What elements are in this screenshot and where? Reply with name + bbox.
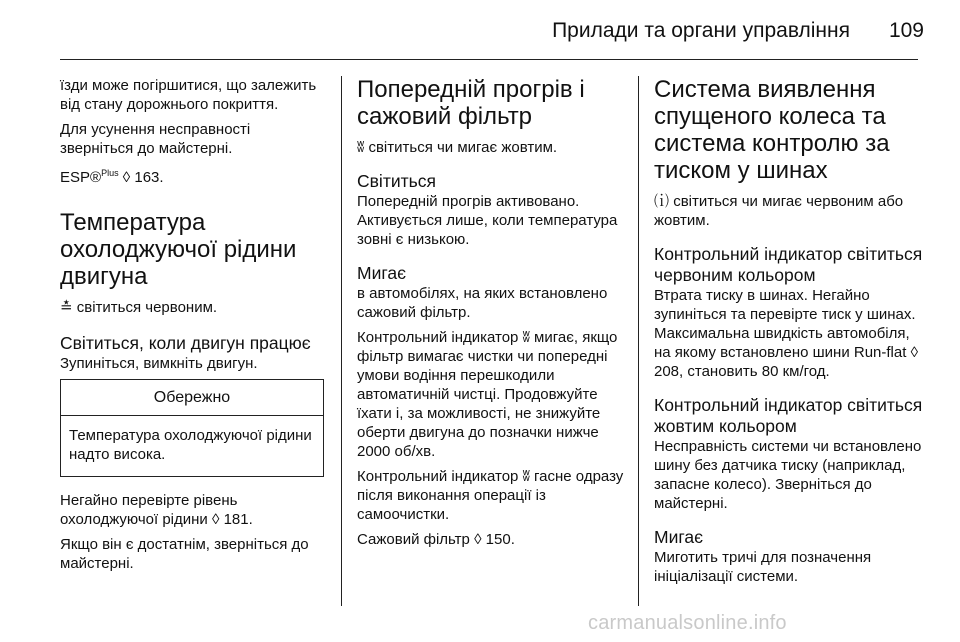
page-number: 109: [888, 19, 924, 42]
column-1: [60, 76, 325, 579]
column-3: [654, 76, 926, 592]
heading-flashes: Мигає: [654, 527, 704, 547]
reference-arrow-icon: ◊: [122, 169, 131, 186]
header-rule: [60, 59, 918, 60]
glow-plug-icon: ʬ: [522, 329, 530, 346]
reference-arrow-icon: ◊: [474, 531, 482, 548]
heading-lit: Світиться: [357, 171, 436, 191]
heading-engine-running: Світиться, коли двигун працює: [60, 333, 311, 353]
caution-box: [60, 379, 324, 477]
paragraph: Для усунення несправності зверніться до майстерні.: [60, 121, 251, 157]
caution-title: Обережно: [61, 380, 323, 416]
column-2: [357, 76, 625, 555]
paragraph: їзди може погіршитися, що залежить від стану дорожнього покриття.: [60, 77, 317, 113]
tpms-indicator-line: ⒤ світиться чи мигає червоним або жовтим.: [654, 193, 904, 229]
column-divider-2: [638, 76, 639, 606]
caution-body: Температура охолоджуючої рідини надто висока.: [69, 427, 312, 463]
section-title: Прилади та органи управління: [552, 19, 850, 42]
column-divider-1: [341, 76, 342, 606]
page-header: [0, 0, 960, 60]
paragraph: Попередній прогрів активовано. Активується лише, коли температура зовні є низькою.: [357, 193, 618, 248]
coolant-check-line: Негайно перевірте рівень охолоджуючої рідини ◊ 181.: [60, 492, 253, 528]
esp-reference: ESP®$^{Plus}$ ◊ 163.: [60, 168, 164, 186]
heading-indicator-red: Контрольний індикатор світиться червоним кольором: [654, 244, 923, 285]
paragraph: Контрольний індикатор ʬ гасне одразу після виконання операції із самоочистки.: [357, 468, 624, 523]
glow-indicator-line: ʬ світиться чи мигає жовтим.: [357, 139, 558, 156]
paragraph: Зупиніться, вимкніть двигун.: [60, 355, 258, 372]
paragraph: Якщо він є достатнім, зверніться до майстерні.: [60, 536, 309, 572]
heading-flashes: Мигає: [357, 263, 407, 283]
paragraph: Втрата тиску в шинах. Негайно зупиніться та перевірте тиск у шинах. Максимальна швидкість автомобіля, на якому встановлено шини Run-flat ◊ 208, становить 80 км/год.: [654, 287, 918, 380]
paragraph: Несправність системи чи встановлено шину без датчика тиску (наприклад, запасне колесо). Зверніться до майстерні.: [654, 438, 922, 512]
watermark: carmanualsonline.info: [588, 612, 787, 634]
coolant-temperature-icon: ≛: [60, 299, 73, 316]
filter-reference-line: Сажовий фільтр ◊ 150.: [357, 531, 515, 548]
reference-arrow-icon: ◊: [910, 344, 918, 361]
coolant-indicator-line: ≛ світиться червоним.: [60, 299, 218, 316]
paragraph: Миготить тричі для позначення ініціалізації системи.: [654, 549, 872, 585]
glow-plug-icon: ʬ: [522, 468, 530, 485]
heading-indicator-yellow: Контрольний індикатор світиться жовтим кольором: [654, 395, 923, 436]
paragraph: в автомобілях, на яких встановлено сажовий фільтр.: [357, 285, 608, 321]
heading-tyre-pressure: Система виявлення спущеного колеса та система контролю за тиском у шинах: [654, 76, 890, 184]
glow-plug-icon: ʬ: [357, 139, 365, 156]
paragraph: Контрольний індикатор ʬ мигає, якщо фільтр вимагає чистки чи попередні умови водіння перешкодили автоматичній чистці. Продовжуйте їхати і, за можливості, не знижуйте оберти двигуна до позначки нижче 2000 об/хв.: [357, 329, 618, 460]
tyre-pressure-icon: ⒤: [654, 193, 670, 210]
reference-arrow-icon: ◊: [211, 511, 220, 528]
heading-glow-plug-filter: Попередній прогрів і сажовий фільтр: [357, 76, 585, 130]
heading-coolant-temperature: Температура охолоджуючої рідини двигуна: [60, 209, 297, 290]
